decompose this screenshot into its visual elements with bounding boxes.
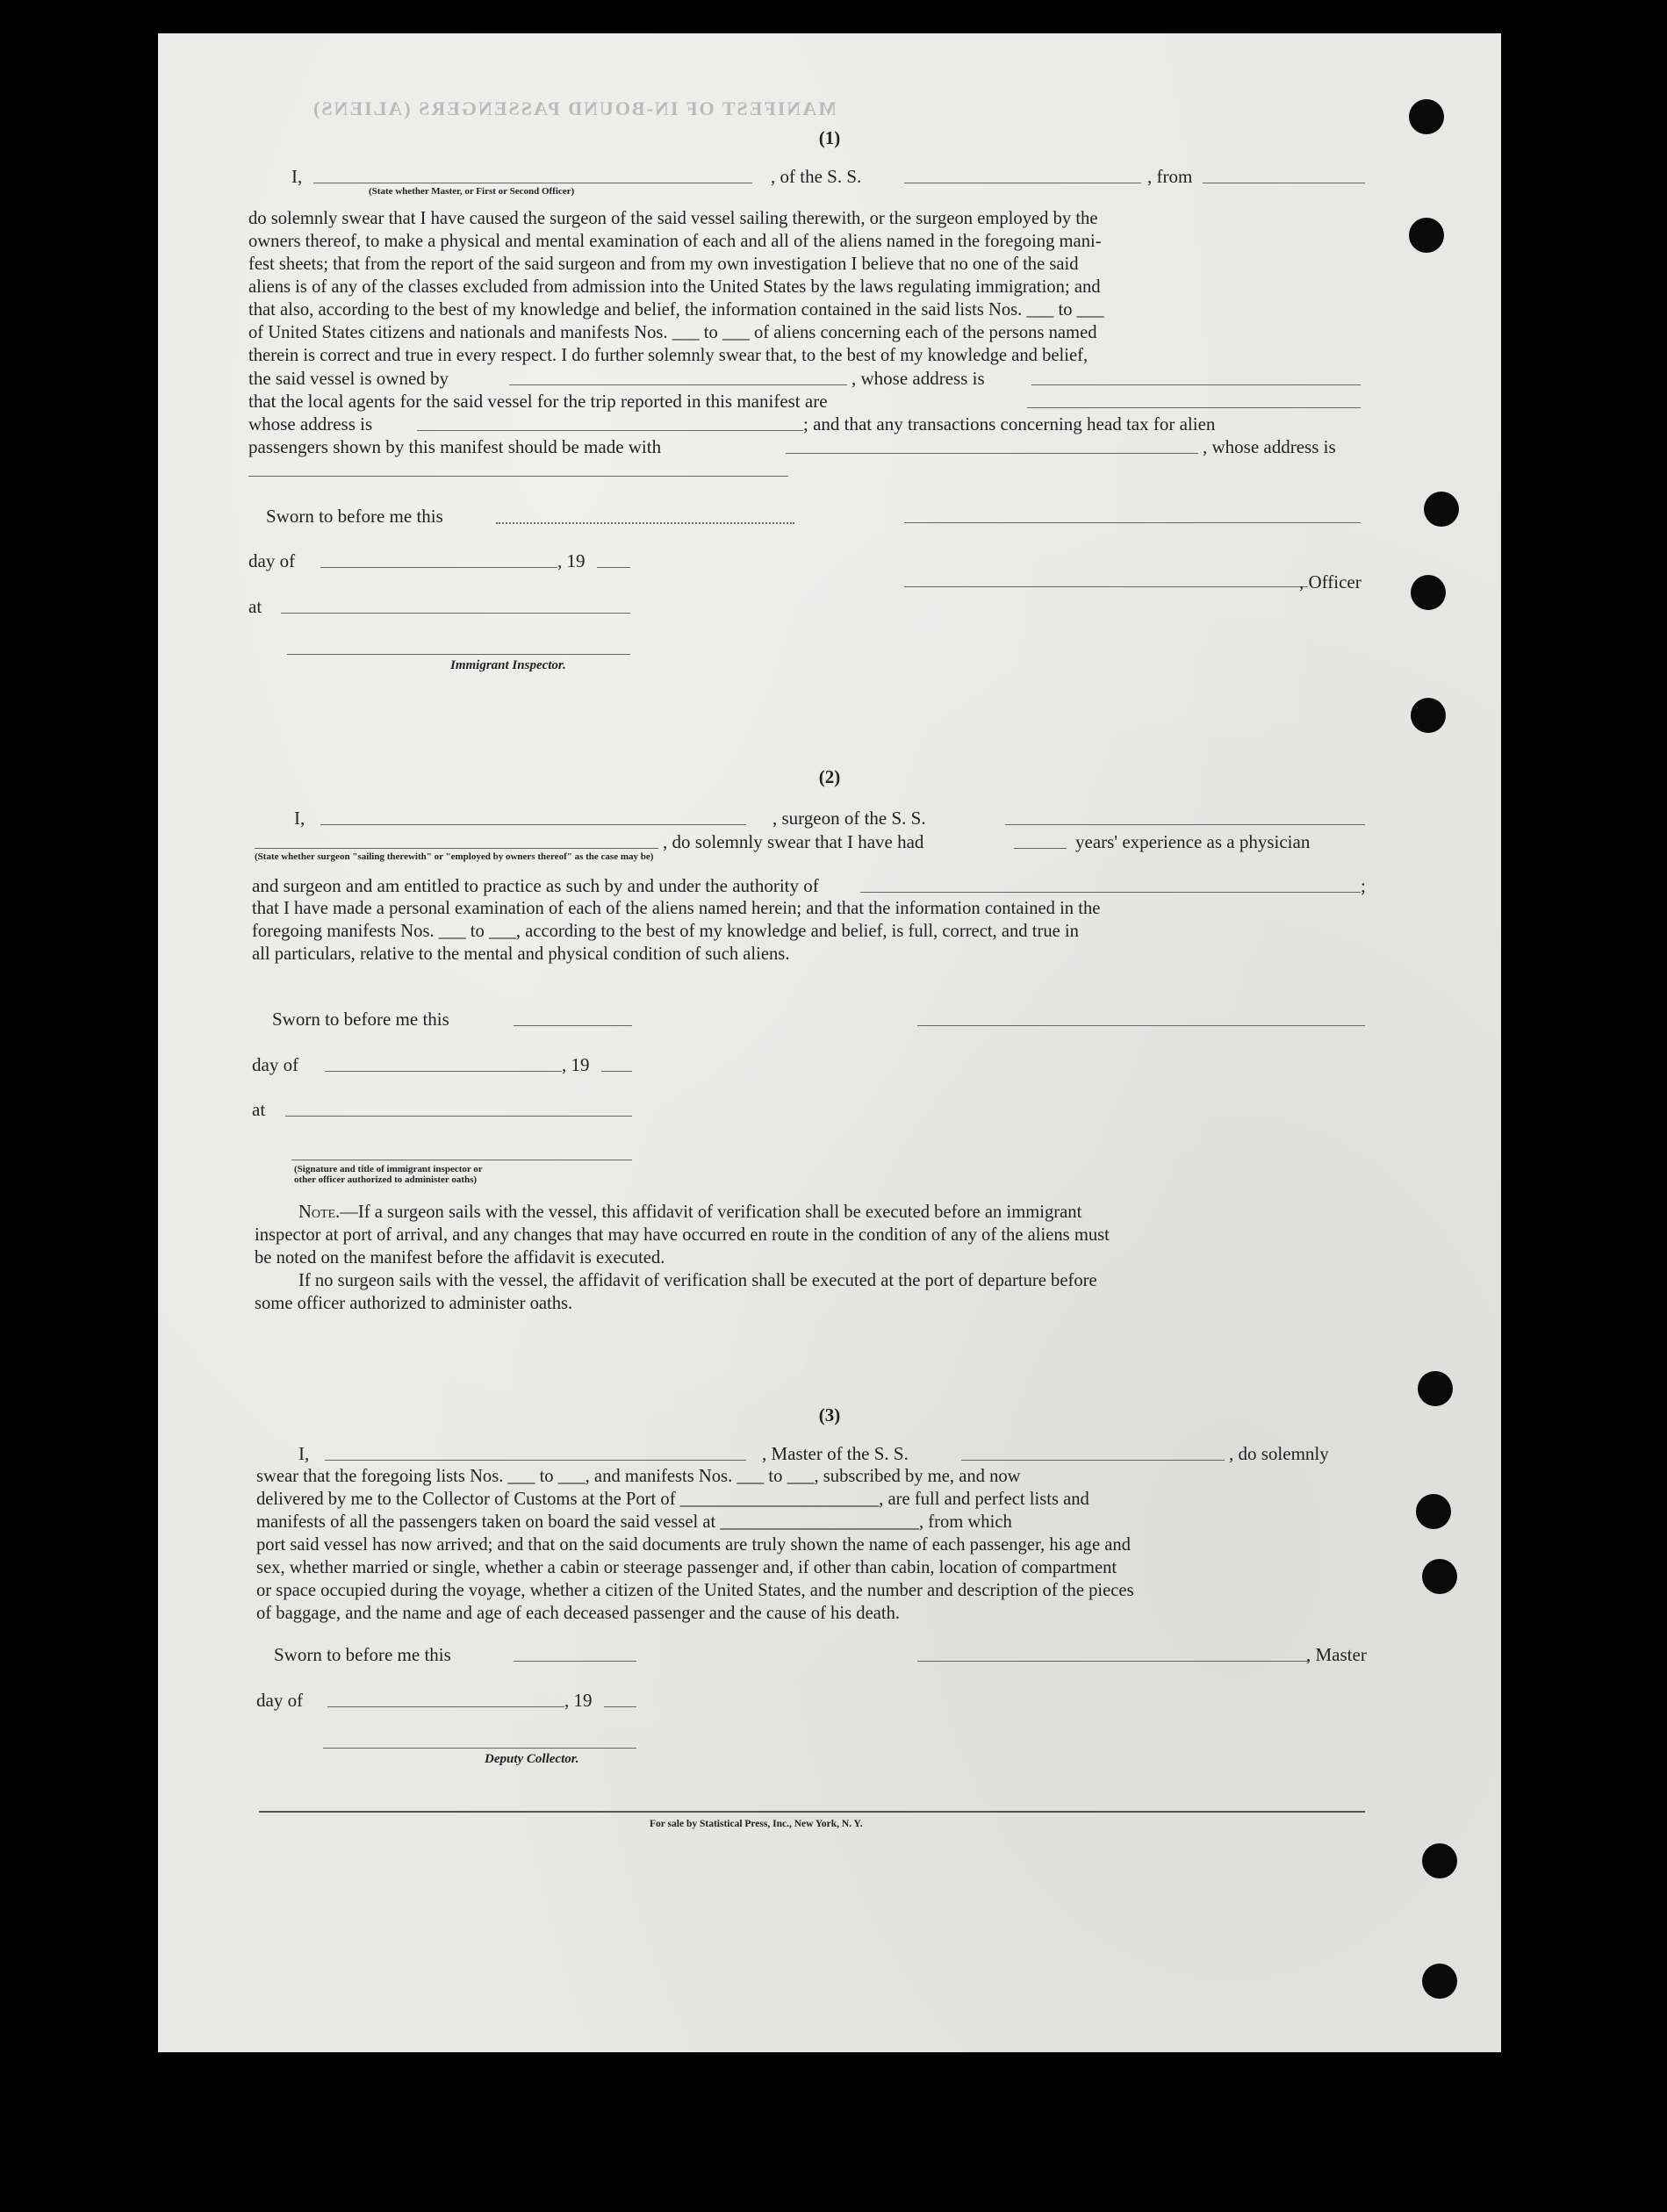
s1-officer-label: , Officer [1299, 571, 1362, 592]
s1-year-field[interactable] [597, 567, 630, 568]
s2-day-field[interactable] [325, 1071, 562, 1072]
s2-authority: and surgeon and am entitled to practice as such by and under the authority of [252, 875, 819, 896]
s1-body-line-3: fest sheets; that from the report of the said surgeon and from my own investigation I believe that no one of the said [248, 255, 1079, 274]
s2-note-line-2: inspector at port of arrival, and any changes that may have occurred en route in the condition of any of the aliens must [255, 1225, 1110, 1245]
s2-sig-note-2: other officer authorized to administer oaths) [294, 1174, 478, 1185]
s2-at-field[interactable] [285, 1116, 632, 1117]
s1-body-line-4: aliens is of any of the classes excluded from admission into the United States by the laws regulating immigration; and [248, 277, 1101, 297]
s1-at: at [248, 596, 262, 617]
s1-sworn: Sworn to before me this [266, 506, 443, 527]
s2-do-solemnly: , do solemnly swear that I have had [663, 831, 924, 852]
s1-owner-field[interactable] [509, 384, 847, 385]
s2-surgeon-name-field[interactable] [320, 824, 746, 825]
footer-rule [259, 1811, 1365, 1813]
binder-hole [1422, 1559, 1457, 1594]
s3-master-name-field[interactable] [325, 1460, 746, 1461]
s1-passengers: passengers shown by this manifest should be made with [248, 436, 662, 457]
s1-sworn-date-field[interactable] [496, 522, 794, 524]
s1-transactions-field[interactable] [786, 453, 1198, 454]
s2-note-label: Note. [298, 1203, 341, 1222]
s1-owned-by: the said vessel is owned by [248, 368, 449, 389]
s2-sailing-field[interactable] [255, 848, 658, 849]
s1-body-line-6: of United States citizens and nationals and manifests Nos. ___ to ___ of aliens concerning each of the persons named [248, 323, 1097, 342]
bleed-through-text: MANIFEST OF IN-BOUND PASSENGERS (ALIENS) [312, 97, 837, 119]
s1-head-tax: ; and that any transactions concerning head tax for alien [803, 413, 1216, 434]
s3-do-solemnly: , do solemnly [1229, 1443, 1329, 1464]
s1-local-agents: that the local agents for the said vessel for the trip reported in this manifest are [248, 391, 828, 412]
s2-body-line-3: all particulars, relative to the mental and physical condition of such aliens. [252, 944, 790, 964]
s3-sworn-date-field[interactable] [514, 1661, 636, 1662]
s3-19: , 19 [564, 1690, 593, 1711]
s1-of-ss: , of the S. S. [771, 166, 862, 187]
s2-note-text-1: —If a surgeon sails with the vessel, this affidavit of verification shall be executed before an immigrant [340, 1203, 1082, 1222]
s3-day-field[interactable] [327, 1706, 564, 1707]
s3-body-line-4: port said vessel has now arrived; and that on the said documents are truly shown the name of each passenger, his age and [256, 1535, 1131, 1555]
s1-transactions-address-field[interactable] [248, 476, 788, 477]
s3-body-line-6: or space occupied during the voyage, whether a citizen of the United States, and the number and description of the pieces [256, 1581, 1134, 1600]
s3-year-field[interactable] [604, 1706, 636, 1707]
s3-master-of: , Master of the S. S. [762, 1443, 909, 1464]
s3-signature-field[interactable] [917, 1661, 1308, 1662]
s2-signature-field[interactable] [917, 1025, 1365, 1026]
s1-body-line-2: owners thereof, to make a physical and mental examination of each and all of the aliens named in the foregoing mani- [248, 232, 1102, 251]
binder-hole [1422, 1964, 1457, 1999]
s3-ship-field[interactable] [961, 1460, 1225, 1461]
binder-hole [1411, 575, 1446, 610]
s2-state-note: (State whether surgeon "sailing therewith" or "employed by owners thereof" as the case may be) [255, 851, 654, 862]
binder-hole [1424, 492, 1459, 527]
s3-body-line-2: delivered by me to the Collector of Customs at the Port of ______________________, are full and perfect lists and [256, 1490, 1089, 1509]
s2-note-line-3: be noted on the manifest before the affidavit is executed. [255, 1248, 665, 1268]
s2-authority-semicolon: ; [1361, 875, 1366, 896]
s1-inspector-sign-field[interactable] [287, 654, 630, 655]
s2-note-line-1 [298, 1201, 1081, 1224]
s2-surgeon-of: , surgeon of the S. S. [772, 808, 926, 829]
binder-hole [1409, 99, 1444, 134]
s2-i-label: I, [294, 808, 305, 829]
document-page [158, 33, 1501, 2052]
s3-day-of: day of [256, 1690, 304, 1711]
s1-19: , 19 [557, 550, 586, 571]
s2-body-line-1: that I have made a personal examination of each of the aliens named herein; and that the information contained in the [252, 899, 1101, 918]
s3-sworn: Sworn to before me this [274, 1644, 451, 1665]
s1-owner-address-field[interactable] [1031, 384, 1361, 385]
s3-deputy-label: Deputy Collector. [485, 1752, 579, 1766]
footer-printer: For sale by Statistical Press, Inc., New York, N. Y. [650, 1819, 863, 1829]
s2-note-line-5: some officer authorized to administer oaths. [255, 1294, 573, 1313]
s3-body-line-7: of baggage, and the name and age of each deceased passenger and the cause of his death. [256, 1604, 901, 1623]
s2-at: at [252, 1099, 266, 1120]
s2-ship-field[interactable] [1005, 824, 1365, 825]
s1-officer-sign-field[interactable] [904, 586, 1308, 587]
section-1-number: (1) [818, 127, 841, 148]
s2-sworn: Sworn to before me this [272, 1009, 449, 1030]
s2-body-line-2: foregoing manifests Nos. ___ to ___, according to the best of my knowledge and belief, is full, correct, and true in [252, 922, 1079, 941]
s1-day-field[interactable] [320, 567, 557, 568]
s2-sworn-date-field[interactable] [514, 1025, 632, 1026]
s1-state-note: (State whether Master, or First or Second Officer) [369, 186, 575, 197]
s1-agents-address-field[interactable] [417, 430, 803, 431]
s2-day-of: day of [252, 1054, 299, 1075]
binder-hole [1418, 1371, 1453, 1406]
s3-body-line-1: swear that the foregoing lists Nos. ___ to ___, and manifests Nos. ___ to ___, subscribed by me, and now [256, 1467, 1021, 1486]
s1-whose-address-2: whose address is [248, 413, 373, 434]
s1-whose-address: , whose address is [851, 368, 985, 389]
s2-years-field[interactable] [1014, 848, 1067, 849]
s1-inspector-label: Immigrant Inspector. [450, 658, 566, 672]
binder-hole [1409, 218, 1444, 253]
section-3-number: (3) [818, 1404, 841, 1426]
s1-body-line-5: that also, according to the best of my knowledge and belief, the information contained in the said lists Nos. ___ to ___ [248, 300, 1104, 320]
s1-body-line-7: therein is correct and true in every respect. I do further solemnly swear that, to the best of my knowledge and belief, [248, 346, 1089, 365]
s1-whose-address-3: , whose address is [1203, 436, 1336, 457]
s1-signature-field[interactable] [904, 522, 1361, 523]
s2-years: years' experience as a physician [1075, 831, 1311, 852]
s1-at-field[interactable] [281, 613, 630, 614]
s3-body-line-3: manifests of all the passengers taken on board the said vessel at ______________________, from which [256, 1512, 1012, 1532]
s1-i-label: I, [291, 166, 303, 187]
s1-agents-field[interactable] [1027, 407, 1361, 408]
s3-i-label: I, [298, 1443, 310, 1464]
s1-day-of: day of [248, 550, 296, 571]
binder-hole [1411, 698, 1446, 733]
s2-authority-field[interactable] [860, 892, 1361, 893]
s1-body-line-1: do solemnly swear that I have caused the surgeon of the said vessel sailing therewith, or the surgeon employed by the [248, 209, 1098, 228]
s1-from: , from [1147, 166, 1193, 187]
s2-year-field[interactable] [601, 1071, 632, 1072]
binder-hole [1422, 1843, 1457, 1878]
s3-collector-sign-field[interactable] [323, 1748, 636, 1749]
s2-19: , 19 [562, 1054, 590, 1075]
section-2-number: (2) [818, 766, 841, 787]
s3-master-label: , Master [1306, 1644, 1367, 1665]
s3-body-line-5: sex, whether married or single, whether a cabin or steerage passenger and, if other than cabin, location of compartment [256, 1558, 1117, 1577]
s2-sig-note-1: (Signature and title of immigrant inspector or [294, 1164, 483, 1174]
s2-note-line-4: If no surgeon sails with the vessel, the affidavit of verification shall be executed at the port of departure before [298, 1271, 1097, 1290]
binder-hole [1416, 1494, 1451, 1529]
